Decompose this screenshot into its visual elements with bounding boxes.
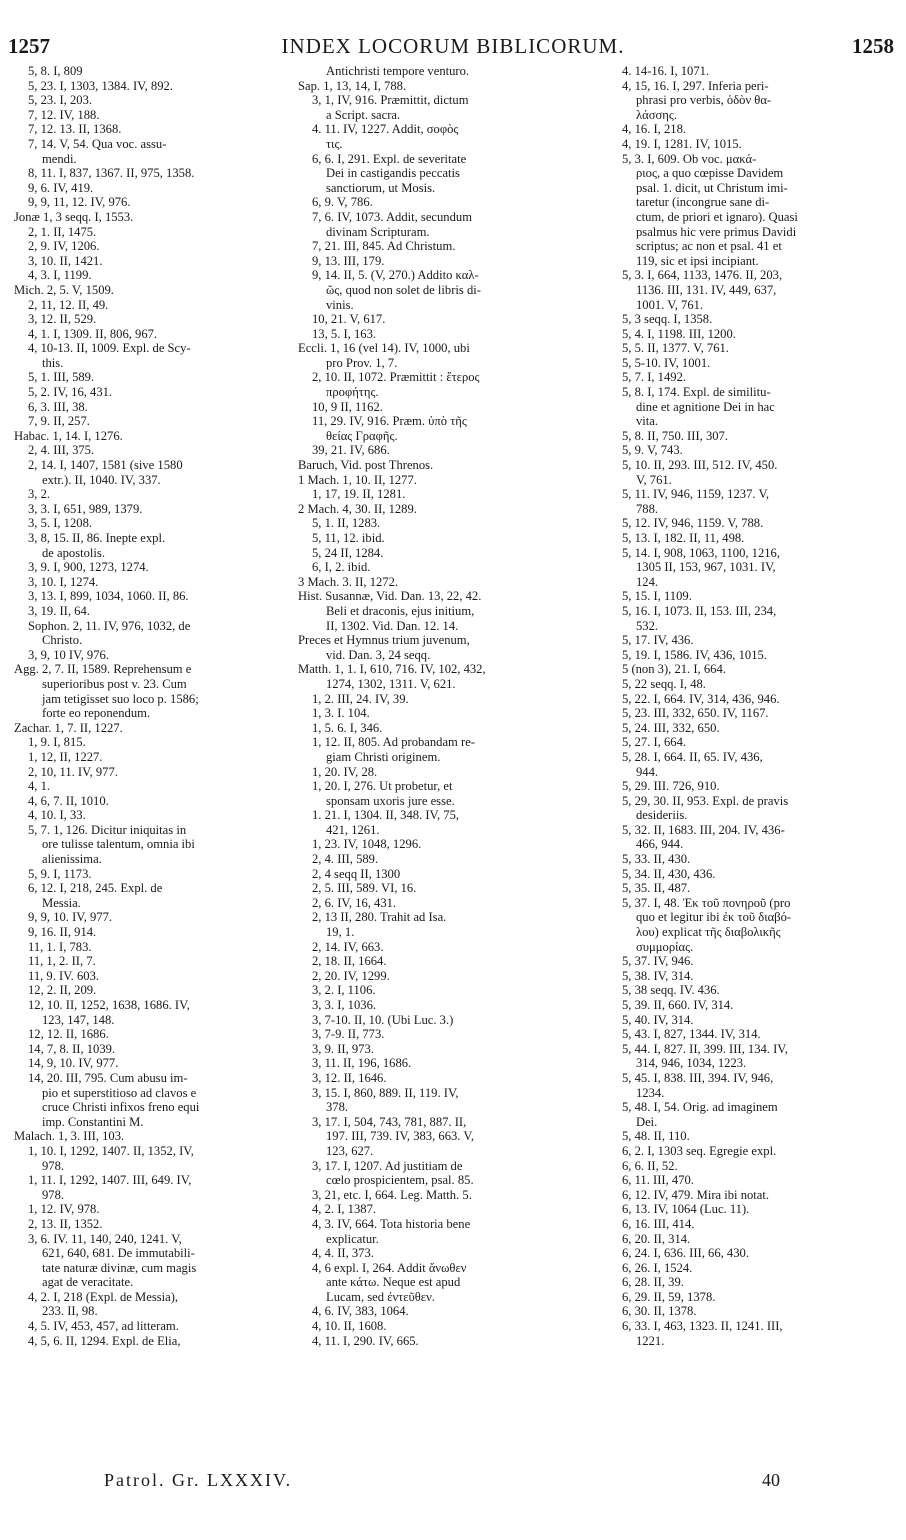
index-entry: 978. (42, 1187, 65, 1202)
index-entry: 119, sic et ipsi incipiant. (636, 253, 759, 268)
index-entry: Dei. (636, 1114, 658, 1129)
index-entry: 11, 29. IV, 916. Præm. ὑπὸ τῆς (312, 414, 467, 429)
index-entry: 2, 14. IV, 663. (312, 939, 384, 954)
index-entry: 2, 13 II, 280. Trahit ad Isa. (312, 910, 447, 925)
index-entry: προφήτης. (326, 385, 379, 400)
index-entry: 1234. (636, 1085, 665, 1100)
index-entry: 5, 1. II, 1283. (312, 516, 381, 531)
index-entry: 3, 9. II, 973. (312, 1041, 374, 1056)
index-entry: 4, 3. I, 1199. (28, 268, 92, 283)
index-entry: dine et agnitione Dei in hac (636, 399, 775, 414)
index-entry: τις. (326, 136, 343, 151)
index-entry: 1, 17, 19. II, 1281. (312, 487, 406, 502)
index-entry: 5, 33. II, 430. (622, 852, 691, 867)
index-entry: 12, 10. II, 1252, 1638, 1686. IV, (28, 998, 190, 1012)
index-entry: 3, 17. I, 1207. Ad justitiam de (312, 1158, 463, 1173)
index-entry: 11, 1, 2. II, 7. (28, 954, 96, 969)
index-entry: 5, 7. 1, 126. Dicitur iniquitas in (28, 822, 187, 837)
index-entry: 4, 6, 7. II, 1010. (28, 793, 109, 808)
index-entry: 5, 38 seqq. IV. 436. (622, 983, 720, 998)
index-entry: 5, 37. I, 48. Ἐκ τοῦ πονηροῦ (pro (622, 895, 791, 910)
index-entry: 5, 13. I, 182. II, 11, 498. (622, 531, 745, 545)
index-entry: 1, 12. IV, 978. (28, 1202, 100, 1217)
index-entry: 1. 21. I, 1304. II, 348. IV, 75, (312, 808, 460, 823)
index-entry: Beli et draconis, ejus initium, (326, 603, 475, 618)
index-entry: Lucam, sed ἐντεῦθεν. (326, 1289, 435, 1304)
index-entry: 532. (636, 618, 659, 633)
index-entry: 6, 6. I, 291. Expl. de severitate (312, 151, 467, 166)
index-entry: 5, 24. III, 332, 650. (622, 720, 720, 735)
index-entry: 4, 4. II, 373. (312, 1246, 374, 1261)
index-entry: 4, 16. I, 218. (622, 122, 687, 137)
index-entry: 2, 11, 12. II, 49. (28, 297, 109, 312)
index-entry: 9, 6. IV, 419. (28, 180, 94, 195)
index-entry: 1 Mach. 1, 10. II, 1277. (298, 472, 417, 487)
index-entry: Hist. Susannæ, Vid. Dan. 13, 22, 42. (298, 589, 482, 604)
index-entry: 2, 4. III, 589. (312, 852, 379, 867)
index-entry: cruce Christi infixos freno equi (42, 1100, 200, 1115)
index-column-1 (14, 64, 304, 1348)
index-entry: 4. 11. IV, 1227. Addit, σοφὸς (312, 122, 459, 137)
index-entry: a Script. sacra. (326, 107, 401, 122)
index-entry: 3, 7-9. II, 773. (312, 1027, 385, 1042)
index-entry: Sap. 1, 13, 14, I, 788. (298, 78, 407, 93)
page-number-left: 1257 (8, 34, 50, 58)
index-entry: Antichristi tempore venturo. (326, 64, 470, 78)
index-entry: sponsam uxoris jure esse. (326, 793, 455, 808)
index-entry: 6, 12. IV, 479. Mira ibi notat. (622, 1187, 770, 1202)
index-entry: 2, 9. IV, 1206. (28, 239, 100, 254)
index-entry: 7, 9. II, 257. (28, 414, 90, 429)
index-entry: 314, 946, 1034, 1223. (636, 1056, 747, 1071)
index-entry: 2, 5. III, 589. VI, 16. (312, 881, 417, 896)
index-entry: 9, 16. II, 914. (28, 925, 97, 940)
index-entry: 5, 7. I, 1492. (622, 370, 687, 385)
index-entry: 1, 10. I, 1292, 1407. II, 1352, IV, (28, 1143, 194, 1158)
index-entry: 6, 33. I, 463, 1323. II, 1241. III, (622, 1319, 783, 1334)
index-entry: 7, 12. IV, 188. (28, 107, 100, 122)
index-entry: 6, 26. I, 1524. (622, 1260, 693, 1275)
index-entry: 4, 19. I, 1281. IV, 1015. (622, 136, 742, 151)
index-entry: 2, 10, 11. IV, 977. (28, 764, 118, 779)
index-entry: 3, 2. (28, 487, 51, 502)
index-entry: 14, 7, 8. II, 1039. (28, 1041, 116, 1056)
index-entry: 6, 11. III, 470. (622, 1173, 694, 1188)
index-entry: 3, 11. II, 196, 1686. (312, 1056, 412, 1071)
index-entry: ore tulisse talentum, omnia ibi (42, 837, 195, 852)
index-entry: 2, 4. III, 375. (28, 443, 95, 458)
index-entry: 4, 11. I, 290. IV, 665. (312, 1333, 419, 1348)
index-entry: 11, 1. I, 783. (28, 939, 92, 954)
index-entry: 5, 3. I, 609. Ob voc. μακά- (622, 151, 757, 166)
index-entry: 2, 6. IV, 16, 431. (312, 895, 397, 910)
index-entry: 6, 28. II, 39. (622, 1275, 684, 1290)
index-entry: divinam Scripturam. (326, 224, 430, 239)
index-entry: 7, 12. 13. II, 1368. (28, 122, 122, 137)
index-entry: 5, 43. I, 827, 1344. IV, 314. (622, 1027, 761, 1042)
index-entry: 11, 9. IV. 603. (28, 968, 100, 983)
index-entry: 9, 9, 11, 12. IV, 976. (28, 195, 131, 210)
index-entry: 5, 4. I, 1198. III, 1200. (622, 326, 736, 341)
index-entry: pio et superstitioso ad clavos e (42, 1085, 197, 1100)
index-entry: 14, 20. III, 795. Cum abusu im- (28, 1070, 188, 1085)
index-entry: 1305 II, 153, 967, 1031. IV, (636, 560, 776, 575)
index-entry: 10, 9 II, 1162. (312, 399, 383, 414)
index-entry: 12, 12. II, 1686. (28, 1027, 109, 1042)
index-entry: 6, 24. I, 636. III, 66, 430. (622, 1246, 749, 1261)
index-entry: 4, 15, 16. I, 297. Inferia peri- (622, 78, 769, 93)
index-entry: 6, 12. I, 218, 245. Expl. de (28, 881, 163, 896)
index-entry: 4, 3. IV, 664. Tota historia bene (312, 1216, 471, 1231)
index-entry: 5, 29, 30. II, 953. Expl. de pravis (622, 793, 789, 808)
index-entry: agat de veracitate. (42, 1275, 134, 1290)
index-entry: psal. 1. dicit, ut Christum imi- (636, 180, 788, 195)
index-entry: 5, 38. IV, 314. (622, 968, 694, 983)
index-entry: mendi. (42, 151, 77, 166)
index-entry: vinis. (326, 297, 354, 312)
index-entry: 1, 3. I. 104. (312, 706, 370, 721)
index-entry: psalmus hic vere primus Davidi (636, 224, 797, 239)
index-entry: 5, 22. I, 664. IV, 314, 436, 946. (622, 691, 780, 706)
index-entry: 5, 28. I, 664. II, 65. IV, 436, (622, 749, 763, 764)
index-entry: συμμορίας. (636, 939, 694, 954)
index-entry: sanctiorum, ut Mosis. (326, 180, 436, 195)
index-entry: 3, 3. I, 651, 989, 1379. (28, 501, 143, 516)
index-entry: 3, 13. I, 899, 1034, 1060. II, 86. (28, 589, 189, 604)
index-entry: 6, 13. IV, 1064 (Luc. 11). (622, 1202, 750, 1217)
index-entry: jam tetigisset suo loco p. 1586; (42, 691, 199, 706)
index-entry: Christo. (42, 633, 83, 648)
index-entry: 9, 14. II, 5. (V, 270.) Addito καλ- (312, 268, 479, 283)
index-entry: 2, 20. IV, 1299. (312, 968, 390, 983)
index-entry: taretur (incongrue sane di- (636, 195, 770, 210)
index-entry: 14, 9, 10. IV, 977. (28, 1056, 119, 1071)
index-entry: 1, 2. III, 24. IV, 39. (312, 691, 409, 706)
index-entry: Baruch, Vid. post Threnos. (298, 458, 434, 473)
index-entry: 5, 5-10. IV, 1001. (622, 355, 711, 370)
index-entry: Malach. 1, 3. III, 103. (14, 1129, 125, 1144)
index-entry: Preces et Hymnus trium juvenum, (298, 633, 470, 648)
index-entry: 1, 12. II, 805. Ad probandam re- (312, 735, 475, 750)
index-entry: λάσσης. (636, 107, 678, 122)
index-entry: 6, I, 2. ibid. (312, 560, 371, 575)
index-entry: 7, 21. III, 845. Ad Christum. (312, 239, 456, 254)
index-entry: Messia. (42, 895, 81, 910)
index-entry: scriptus; ac non et psal. 41 et (636, 239, 782, 254)
index-entry: 1, 20. I, 276. Ut probetur, et (312, 779, 453, 794)
index-entry: 5 (non 3), 21. I, 664. (622, 662, 726, 677)
index-entry: 5, 27. I, 664. (622, 735, 687, 750)
index-entry: 4, 1. I, 1309. II, 806, 967. (28, 326, 158, 341)
index-entry: 3, 8, 15. II, 86. Inepte expl. (28, 531, 166, 545)
index-entry: 5, 23. I, 203. (28, 93, 93, 108)
index-entry: 3, 9, 10 IV, 976. (28, 647, 109, 662)
page-footer (0, 1470, 906, 1500)
index-entry: 39, 21. IV, 686. (312, 443, 390, 458)
index-entry: 5, 32. II, 1683. III, 204. IV, 436- (622, 822, 785, 837)
index-entry: 1, 11. I, 1292, 1407. III, 649. IV, (28, 1173, 192, 1188)
index-entry: 3, 15. I, 860, 889. II, 119. IV, (312, 1085, 459, 1100)
index-entry: 12, 2. II, 209. (28, 983, 97, 998)
page-number-right: 1258 (852, 34, 894, 58)
index-entry: 2, 18. II, 1664. (312, 954, 387, 969)
index-entry: 6, 2. I, 1303 seq. Egregie expl. (622, 1143, 777, 1158)
volume-signature: Patrol. Gr. LXXXIV. (104, 1470, 293, 1490)
index-entry: 2, 1. II, 1475. (28, 224, 97, 239)
index-entry: 4, 2. I, 218 (Expl. de Messia), (28, 1289, 179, 1304)
index-entry: 233. II, 98. (42, 1304, 98, 1319)
index-entry: imp. Constantini M. (42, 1114, 144, 1129)
index-entry: 5, 8. I, 174. Expl. de similitu- (622, 385, 771, 400)
index-entry: 5, 45. I, 838. III, 394. IV, 946, (622, 1070, 774, 1085)
index-entry: 5, 12. IV, 946, 1159. V, 788. (622, 516, 764, 531)
index-entry: 9, 13. III, 179. (312, 253, 385, 268)
index-entry: 5, 29. III. 726, 910. (622, 779, 720, 794)
index-entry: 3, 2. I, 1106. (312, 983, 376, 998)
index-entry: ῶς, quod non solet de libris di- (326, 282, 481, 297)
index-entry: 4, 6 expl. I, 264. Addit ἄνωθεν (312, 1260, 467, 1275)
page-title: INDEX LOCORUM BIBLICORUM. (281, 34, 625, 58)
index-entry: 1221. (636, 1333, 665, 1348)
index-entry: 7, 14. V, 54. Qua voc. assu- (28, 136, 167, 151)
index-entry: 2, 14. I, 1407, 1581 (sive 1580 (28, 458, 183, 473)
index-entry: giam Christi originem. (326, 749, 441, 764)
index-entry: 123, 147, 148. (42, 1012, 115, 1027)
index-entry: 5, 3 seqq. I, 1358. (622, 312, 713, 327)
index-entry: 7, 6. IV, 1073. Addit, secundum (312, 209, 472, 224)
index-entry: Eccli. 1, 16 (vel 14). IV, 1000, ubi (298, 341, 470, 356)
index-entry: 5, 23. I, 1303, 1384. IV, 892. (28, 78, 173, 93)
index-entry: 1, 9. I, 815. (28, 735, 86, 750)
index-entry: 3, 10. II, 1421. (28, 253, 103, 268)
index-entry: 5, 14. I, 908, 1063, 1100, 1216, (622, 545, 780, 560)
index-entry: 3, 10. I, 1274. (28, 574, 99, 589)
index-entry: superioribus post v. 23. Cum (42, 676, 187, 691)
index-entry: 5, 40. IV, 314. (622, 1012, 694, 1027)
index-entry: 2 Mach. 4, 30. II, 1289. (298, 501, 417, 516)
index-entry: 5, 9. V, 743. (622, 443, 683, 458)
index-entry: 5, 5. II, 1377. V, 761. (622, 341, 729, 356)
index-entry: 4, 10. II, 1608. (312, 1319, 387, 1334)
index-entry: alienissima. (42, 852, 102, 867)
index-entry: 2, 4 seqq II, 1300 (312, 866, 401, 881)
index-entry: 5, 3. I, 664, 1133, 1476. II, 203, (622, 268, 783, 283)
index-entry: 2, 10. II, 1072. Præmittit : ἕτερος (312, 370, 480, 385)
index-entry: 2, 13. II, 1352. (28, 1216, 103, 1231)
page-header (0, 30, 906, 60)
index-entry: 19, 1. (326, 925, 355, 940)
index-entry: 3, 7-10. II, 10. (Ubi Luc. 3.) (312, 1012, 454, 1027)
index-entry: 4. 14-16. I, 1071. (622, 64, 710, 78)
index-entry: this. (42, 355, 64, 370)
index-entry: vid. Dan. 3, 24 seqq. (326, 647, 431, 662)
index-entry: 5, 24 II, 1284. (312, 545, 384, 560)
index-entry: 1, 5. 6. I, 346. (312, 720, 383, 735)
index-entry: 1, 12, II, 1227. (28, 749, 103, 764)
index-entry: 10, 21. V, 617. (312, 312, 386, 327)
index-entry: 5, 10. II, 293. III, 512. IV, 450. (622, 458, 778, 473)
index-entry: Zachar. 1, 7. II, 1227. (14, 720, 123, 735)
index-entry: 944. (636, 764, 659, 779)
index-entry: ριος, a quo cœpisse Davidem (636, 166, 784, 181)
index-entry: 5, 2. IV, 16, 431. (28, 385, 113, 400)
index-entry: Mich. 2, 5. V, 1509. (14, 282, 114, 297)
index-entry: 6, 30. II, 1378. (622, 1304, 697, 1319)
index-entry: 3 Mach. 3. II, 1272. (298, 574, 399, 589)
index-entry: 3, 9. I, 900, 1273, 1274. (28, 560, 149, 575)
signature-number: 40 (762, 1470, 780, 1490)
index-entry: 4, 1. (28, 779, 51, 794)
index-entry: vita. (636, 414, 659, 429)
index-entry: 3, 19. II, 64. (28, 603, 90, 618)
index-entry: 5, 19. I, 1586. IV, 436, 1015. (622, 647, 767, 662)
index-entry: Agg. 2, 7. II, 1589. Reprehensum e (14, 662, 192, 677)
index-entry: θείας Γραφῆς. (326, 428, 398, 443)
index-entry: 3, 5. I, 1208. (28, 516, 93, 531)
index-entry: 5, 11. IV, 946, 1159, 1237. V, (622, 487, 770, 502)
index-entry: 1, 20. IV, 28. (312, 764, 378, 779)
index-entry: cœlo prospicientem, psal. 85. (326, 1173, 474, 1188)
index-entry: 5, 1. III, 589. (28, 370, 95, 385)
index-entry: pro Prov. 1, 7. (326, 355, 398, 370)
index-entry: 197. III, 739. IV, 383, 663. V, (326, 1129, 474, 1144)
index-entry: 6, 3. III, 38. (28, 399, 88, 414)
index-entry: 5, 15. I, 1109. (622, 589, 692, 604)
index-entry: Dei in castigandis peccatis (326, 166, 460, 181)
index-entry: 5, 8. I, 809 (28, 64, 83, 78)
index-entry: II, 1302. Vid. Dan. 12. 14. (326, 618, 459, 633)
index-entry: quo et legitur ibi ἐκ τοῦ διαβό- (636, 910, 792, 925)
index-entry: 5, 44. I, 827. II, 399. III, 134. IV, (622, 1041, 788, 1056)
index-entry: 13, 5. I, 163. (312, 326, 377, 341)
index-entry: 5, 37. IV, 946. (622, 954, 694, 969)
index-entry: Matth. 1, 1. I, 610, 716. IV, 102, 432, (298, 662, 486, 677)
index-entry: 6, 16. III, 414. (622, 1216, 695, 1231)
index-entry: 5, 34. II, 430, 436. (622, 866, 716, 881)
index-entry: 5, 16. I, 1073. II, 153. III, 234, (622, 603, 777, 618)
index-entry: 3, 1, IV, 916. Præmittit, dictum (312, 93, 469, 108)
index-entry: 3, 12. II, 529. (28, 312, 97, 327)
index-column-3 (622, 64, 898, 1348)
index-entry: 378. (326, 1100, 349, 1115)
index-entry: Sophon. 2, 11. IV, 976, 1032, de (28, 618, 191, 633)
index-entry: 1, 23. IV, 1048, 1296. (312, 837, 422, 852)
index-entry: 8, 11. I, 837, 1367. II, 975, 1358. (28, 166, 195, 181)
index-entry: phrasi pro verbis, ὁδὸν θα- (636, 93, 772, 108)
index-entry: 9, 9, 10. IV, 977. (28, 910, 113, 925)
index-entry: explicatur. (326, 1231, 379, 1246)
index-entry: Habac. 1, 14. I, 1276. (14, 428, 123, 443)
index-entry: 5, 8. II, 750. III, 307. (622, 428, 728, 443)
index-entry: 4, 10-13. II, 1009. Expl. de Scy- (28, 341, 191, 356)
index-entry: 5, 48. I, 54. Orig. ad imaginem (622, 1100, 778, 1115)
index-entry: 124. (636, 574, 659, 589)
index-entry: Jonæ 1, 3 seqq. I, 1553. (14, 209, 134, 224)
index-entry: 6, 9. V, 786. (312, 195, 373, 210)
index-entry: 5, 48. II, 110. (622, 1129, 690, 1144)
index-column-2 (298, 64, 616, 1348)
index-entry: 4, 2. I, 1387. (312, 1202, 377, 1217)
index-entry: V, 761. (636, 472, 672, 487)
index-entry: 5, 22 seqq. I, 48. (622, 676, 706, 691)
index-entry: 5, 11, 12. ibid. (312, 531, 385, 545)
index-entry: 1001. V, 761. (636, 297, 704, 312)
index-entry: tate naturæ divinæ, cum magis (42, 1260, 197, 1275)
index-entry: 1136. III, 131. IV, 449, 637, (636, 282, 777, 297)
index-entry: ctum, de priori et ignaro). Quasi (636, 209, 798, 224)
index-entry: 4, 5, 6. II, 1294. Expl. de Elia, (28, 1333, 181, 1348)
index-entry: 5, 39. II, 660. IV, 314. (622, 998, 734, 1012)
index-entry: 4, 5. IV, 453, 457, ad litteram. (28, 1319, 179, 1334)
index-entry: 1274, 1302, 1311. V, 621. (326, 676, 456, 691)
index-entry: 421, 1261. (326, 822, 380, 837)
index-entry: 6, 6. II, 52. (622, 1158, 678, 1173)
index-entry: 5, 9. I, 1173. (28, 866, 92, 881)
index-entry: 978. (42, 1158, 65, 1173)
index-entry: 788. (636, 501, 659, 516)
index-entry: 3, 21, etc. I, 664. Leg. Matth. 5. (312, 1187, 472, 1202)
index-entry: λου) explicat τῆς διαβολικῆς (636, 925, 781, 940)
index-entry: 3, 12. II, 1646. (312, 1070, 387, 1085)
index-entry: forte eo reponendum. (42, 706, 151, 721)
index-entry: de apostolis. (42, 545, 105, 560)
index-entry: 5, 23. III, 332, 650. IV, 1167. (622, 706, 769, 721)
index-entry: 5, 17. IV, 436. (622, 633, 694, 648)
index-entry: 6, 29. II, 59, 1378. (622, 1289, 716, 1304)
index-entry: 466, 944. (636, 837, 684, 852)
index-entry: 4, 6. IV, 383, 1064. (312, 1304, 409, 1319)
index-entry: 6, 20. II, 314. (622, 1231, 691, 1246)
index-entry: 621, 640, 681. De immutabili- (42, 1246, 195, 1261)
index-entry: 5, 35. II, 487. (622, 881, 691, 896)
index-entry: extr.). II, 1040. IV, 337. (42, 472, 161, 487)
index-entry: 4, 10. I, 33. (28, 808, 86, 823)
index-entry: desideriis. (636, 808, 688, 823)
index-entry: 3, 3. I, 1036. (312, 998, 377, 1012)
index-entry: 123, 627. (326, 1143, 374, 1158)
index-entry: ante κάτω. Neque est apud (326, 1275, 461, 1290)
index-entry: 3, 17. I, 504, 743, 781, 887. II, (312, 1114, 467, 1129)
index-entry: 3, 6. IV. 11, 140, 240, 1241. V, (28, 1231, 182, 1246)
